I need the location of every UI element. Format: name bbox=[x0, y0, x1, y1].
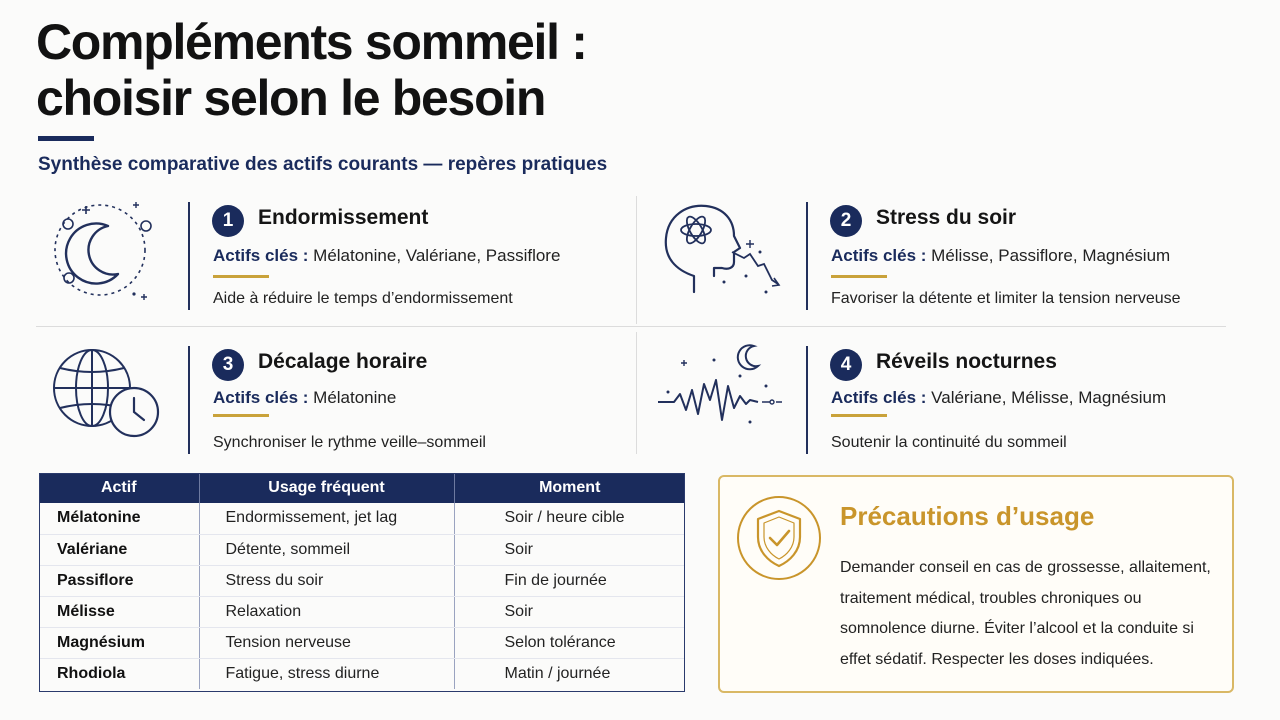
page-title-line1: Compléments sommeil : bbox=[36, 14, 587, 70]
card-accent-rule bbox=[213, 414, 269, 417]
card-number-badge: 4 bbox=[830, 349, 862, 381]
card-divider bbox=[188, 202, 190, 310]
card-actifs-list: Mélatonine, Valériane, Passiflore bbox=[308, 246, 561, 265]
card-divider bbox=[188, 346, 190, 454]
table-row bbox=[39, 503, 685, 534]
card-actifs-list: Valériane, Mélisse, Magnésium bbox=[926, 388, 1167, 407]
card-actifs-list: Mélisse, Passiflore, Magnésium bbox=[926, 246, 1171, 265]
table-cell-moment: Soir bbox=[454, 596, 685, 627]
table-cell-moment: Selon tolérance bbox=[454, 627, 685, 658]
table-cell-actif: Valériane bbox=[39, 534, 199, 565]
table-header-usage: Usage fréquent bbox=[199, 473, 454, 503]
globe-clock-icon bbox=[36, 340, 166, 450]
table-cell-moment: Fin de journée bbox=[454, 565, 685, 596]
card-actifs bbox=[213, 246, 560, 266]
table-cell-moment: Matin / journée bbox=[504, 664, 611, 682]
card-description: Synchroniser le rythme veille–sommeil bbox=[213, 434, 486, 451]
table-row bbox=[39, 596, 685, 627]
precautions-text: Demander conseil en cas de grossesse, allaitement, traitement médical, troubles chroniques ou somnolence diurne. Éviter l’alcool et la conduite si effet sédatif. Respecter les doses indiquées. bbox=[840, 559, 1211, 668]
page-title-line2: choisir selon le besoin bbox=[36, 70, 546, 126]
card-accent-rule bbox=[831, 275, 887, 278]
card-actifs-label: Actifs clés : bbox=[213, 388, 309, 407]
page-title bbox=[36, 14, 587, 126]
card-description: Favoriser la détente et limiter la tension nerveuse bbox=[831, 290, 1181, 307]
card-description: Aide à réduire le temps d’endormissement bbox=[213, 290, 513, 307]
title-underline bbox=[38, 136, 94, 141]
table-cell-actif: Passiflore bbox=[39, 565, 199, 596]
table-cell-usage: Détente, sommeil bbox=[199, 534, 454, 565]
card-actifs bbox=[213, 388, 396, 408]
card-title: Stress du soir bbox=[876, 206, 1017, 229]
moon-stars-icon bbox=[36, 196, 156, 306]
table-row bbox=[39, 565, 685, 596]
table-cell-usage: Endormissement, jet lag bbox=[199, 503, 454, 534]
grid-divider-vertical-top bbox=[636, 196, 637, 324]
table-row bbox=[39, 658, 685, 689]
card-actifs-label: Actifs clés : bbox=[831, 246, 927, 265]
table-cell-usage: Relaxation bbox=[199, 596, 454, 627]
card-number-badge: 1 bbox=[212, 205, 244, 237]
card-actifs bbox=[831, 246, 1170, 266]
table-cell-usage: Fatigue, stress diurne bbox=[199, 658, 454, 689]
card-divider bbox=[806, 346, 808, 454]
table-cell-usage: Stress du soir bbox=[199, 565, 454, 596]
card-actifs bbox=[831, 388, 1166, 408]
card-actifs-list: Mélatonine bbox=[308, 388, 397, 407]
table-cell-usage: Tension nerveuse bbox=[199, 627, 454, 658]
moon-wave-icon bbox=[654, 340, 784, 450]
card-number-badge: 3 bbox=[212, 349, 244, 381]
table-header-row bbox=[39, 473, 685, 503]
card-title: Décalage horaire bbox=[258, 350, 428, 373]
table-cell-moment: Soir bbox=[454, 534, 685, 565]
card-divider bbox=[806, 202, 808, 310]
card-description: Soutenir la continuité du sommeil bbox=[831, 434, 1067, 451]
table-cell-actif: Mélatonine bbox=[39, 503, 199, 534]
actifs-table bbox=[39, 473, 685, 689]
head-mind-icon bbox=[654, 196, 784, 306]
grid-divider-horizontal bbox=[36, 326, 1226, 327]
table-cell-moment: Soir / heure cible bbox=[454, 503, 685, 534]
card-accent-rule bbox=[213, 275, 269, 278]
card-title: Réveils nocturnes bbox=[876, 350, 1057, 373]
precautions-title: Précautions d’usage bbox=[840, 501, 1095, 531]
table-cell-actif: Rhodiola bbox=[39, 658, 199, 689]
page-subtitle: Synthèse comparative des actifs courants — repères pratiques bbox=[38, 154, 608, 175]
card-accent-rule bbox=[831, 414, 887, 417]
table-row bbox=[39, 627, 685, 658]
table-row bbox=[39, 534, 685, 565]
shield-check-icon bbox=[736, 495, 822, 581]
precautions-box bbox=[718, 475, 1234, 693]
table-cell-actif: Mélisse bbox=[39, 596, 199, 627]
card-actifs-label: Actifs clés : bbox=[831, 388, 927, 407]
table-header-actif: Actif bbox=[39, 473, 199, 503]
card-title: Endormissement bbox=[258, 206, 429, 229]
table-header-moment: Moment bbox=[454, 473, 685, 503]
card-number-badge: 2 bbox=[830, 205, 862, 237]
card-actifs-label: Actifs clés : bbox=[213, 246, 309, 265]
grid-divider-vertical-bottom bbox=[636, 332, 637, 454]
table-cell-actif: Magnésium bbox=[39, 627, 199, 658]
